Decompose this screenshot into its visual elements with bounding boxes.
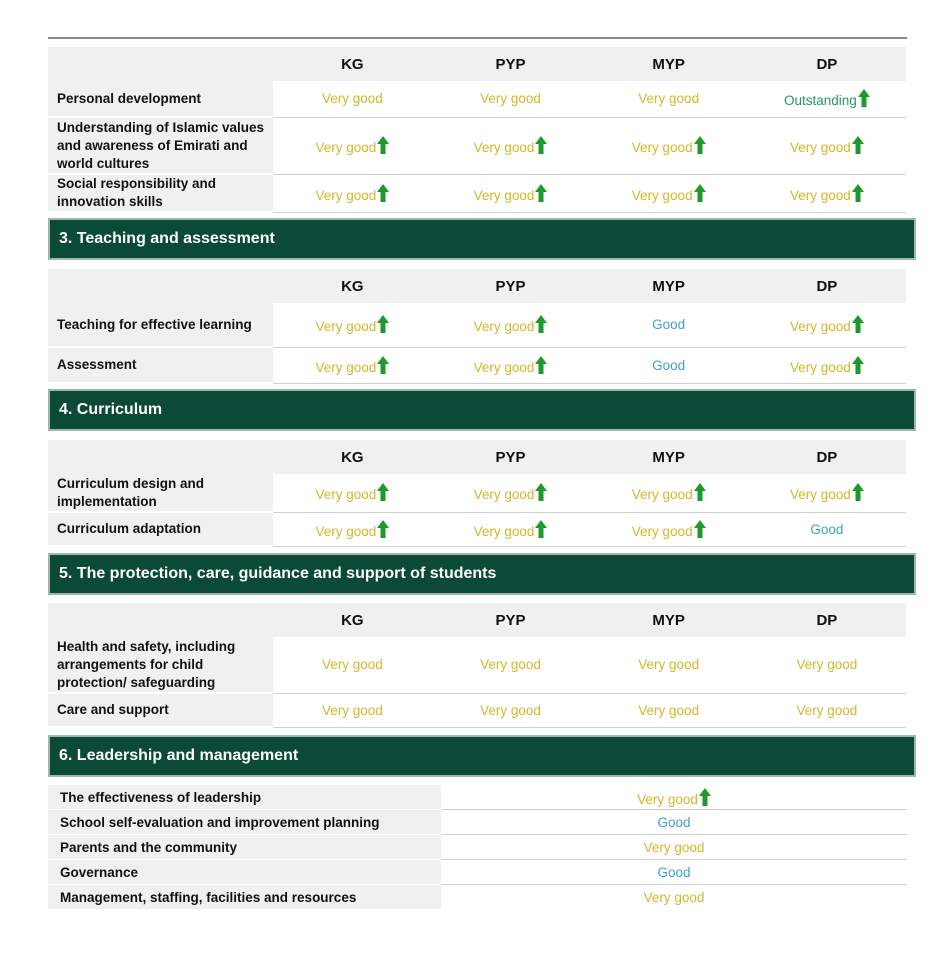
header-blank bbox=[48, 47, 273, 81]
col-header-kg: KG bbox=[273, 440, 431, 474]
col-header-pyp: PYP bbox=[431, 603, 589, 637]
rating-cell bbox=[590, 637, 748, 693]
section-banner-curriculum: 4. Curriculum bbox=[48, 389, 916, 431]
table-row bbox=[48, 512, 906, 546]
table-header-row bbox=[48, 603, 906, 637]
rating-cell bbox=[441, 810, 907, 835]
rating-cell bbox=[748, 474, 906, 512]
rating-cell bbox=[748, 174, 906, 212]
row-label: Curriculum adaptation bbox=[48, 512, 273, 546]
rating-cell bbox=[590, 117, 748, 174]
rating-text: Good bbox=[652, 357, 686, 373]
row-label: Curriculum design and implementation bbox=[48, 474, 273, 512]
rating-cell bbox=[748, 303, 906, 347]
table-row bbox=[48, 117, 906, 174]
up-arrow-icon bbox=[377, 520, 389, 538]
rating-cell bbox=[441, 860, 907, 885]
rating-cell bbox=[590, 512, 748, 546]
protection-table bbox=[48, 603, 906, 728]
up-arrow-icon bbox=[852, 356, 864, 374]
rating-text: Very good bbox=[315, 187, 377, 203]
table-header-row bbox=[48, 440, 906, 474]
leadership-table bbox=[48, 785, 907, 910]
up-arrow-icon bbox=[699, 788, 711, 806]
col-header-myp: MYP bbox=[590, 47, 748, 81]
up-arrow-icon bbox=[377, 483, 389, 501]
rating-text: Very good bbox=[315, 523, 377, 539]
rating-cell bbox=[441, 885, 907, 910]
up-arrow-icon bbox=[852, 315, 864, 333]
col-header-dp: DP bbox=[748, 440, 906, 474]
rating-text: Very good bbox=[321, 91, 383, 107]
rating-text: Very good bbox=[631, 523, 693, 539]
up-arrow-icon bbox=[852, 136, 864, 154]
up-arrow-icon bbox=[377, 356, 389, 374]
rating-cell bbox=[431, 117, 589, 174]
rating-text: Very good bbox=[631, 140, 693, 155]
col-header-myp: MYP bbox=[590, 440, 748, 474]
up-arrow-icon bbox=[852, 184, 864, 202]
teaching-table bbox=[48, 269, 906, 384]
up-arrow-icon bbox=[535, 136, 547, 154]
row-label: Personal development bbox=[48, 81, 273, 117]
personal-development-table bbox=[48, 47, 906, 213]
rating-cell bbox=[748, 512, 906, 546]
table-row bbox=[48, 81, 906, 117]
rating-text: Very good bbox=[637, 791, 698, 807]
table-header-row bbox=[48, 47, 906, 81]
rating-text: Very good bbox=[473, 359, 535, 375]
rating-text: Very good bbox=[315, 359, 377, 375]
up-arrow-icon bbox=[377, 184, 389, 202]
header-blank bbox=[48, 269, 273, 303]
rating-text: Very good bbox=[631, 487, 693, 503]
rating-text: Very good bbox=[473, 140, 535, 155]
table-row bbox=[48, 860, 907, 885]
up-arrow-icon bbox=[377, 315, 389, 333]
table-row bbox=[48, 174, 906, 212]
rating-cell bbox=[431, 512, 589, 546]
rating-text: Very good bbox=[638, 702, 700, 718]
rating-text: Very good bbox=[638, 91, 700, 107]
up-arrow-icon bbox=[535, 483, 547, 501]
rating-text: Very good bbox=[315, 319, 377, 335]
rating-text: Very good bbox=[638, 657, 700, 673]
rating-text: Very good bbox=[473, 319, 535, 335]
up-arrow-icon bbox=[377, 136, 389, 154]
rating-cell bbox=[273, 512, 431, 546]
rating-text: Very good bbox=[643, 889, 705, 905]
rating-cell bbox=[431, 174, 589, 212]
rating-text: Very good bbox=[473, 187, 535, 203]
table-row bbox=[48, 303, 906, 347]
row-label: The effectiveness of leadership bbox=[48, 785, 441, 810]
section-banner-teaching: 3. Teaching and assessment bbox=[48, 218, 916, 260]
up-arrow-icon bbox=[694, 136, 706, 154]
rating-cell bbox=[431, 693, 589, 727]
up-arrow-icon bbox=[694, 184, 706, 202]
up-arrow-icon bbox=[535, 184, 547, 202]
table-row bbox=[48, 347, 906, 383]
rating-cell bbox=[431, 81, 589, 117]
rating-cell bbox=[273, 174, 431, 212]
col-header-kg: KG bbox=[273, 603, 431, 637]
table-row bbox=[48, 885, 907, 910]
rating-cell bbox=[748, 117, 906, 174]
rating-cell bbox=[748, 637, 906, 693]
col-header-myp: MYP bbox=[590, 269, 748, 303]
rating-text: Good bbox=[657, 814, 691, 830]
table-row bbox=[48, 835, 907, 860]
col-header-dp: DP bbox=[748, 603, 906, 637]
rating-text: Very good bbox=[480, 657, 541, 673]
row-label: Parents and the community bbox=[48, 835, 441, 860]
rating-cell bbox=[431, 474, 589, 512]
up-arrow-icon bbox=[852, 483, 864, 501]
rating-text: Very good bbox=[789, 187, 851, 203]
rating-text: Good bbox=[810, 521, 844, 537]
up-arrow-icon bbox=[694, 483, 706, 501]
rating-text: Very good bbox=[643, 839, 705, 855]
section-banner-protection: 5. The protection, care, guidance and support of students bbox=[48, 553, 916, 595]
rating-text: Very good bbox=[473, 523, 535, 539]
rating-text: Very good bbox=[473, 487, 535, 503]
rating-cell bbox=[748, 347, 906, 383]
up-arrow-icon bbox=[535, 356, 547, 374]
col-header-kg: KG bbox=[273, 47, 431, 81]
rating-cell bbox=[273, 474, 431, 512]
up-arrow-icon bbox=[535, 520, 547, 538]
section-banner-leadership: 6. Leadership and management bbox=[48, 735, 916, 777]
table-header-row bbox=[48, 269, 906, 303]
up-arrow-icon bbox=[535, 315, 547, 333]
rating-cell bbox=[431, 303, 589, 347]
top-rule bbox=[48, 37, 907, 39]
rating-text: Very good bbox=[789, 359, 851, 375]
row-label: Social responsibility and innovation skills bbox=[48, 174, 273, 212]
col-header-pyp: PYP bbox=[431, 47, 589, 81]
rating-cell bbox=[590, 474, 748, 512]
rating-cell bbox=[590, 693, 748, 727]
rating-text: Very good bbox=[796, 657, 858, 673]
rating-text: Good bbox=[657, 864, 691, 880]
table-row bbox=[48, 785, 907, 810]
rating-text: Very good bbox=[315, 140, 377, 155]
rating-cell bbox=[590, 81, 748, 117]
rating-cell bbox=[431, 637, 589, 693]
row-label: Care and support bbox=[48, 693, 273, 727]
curriculum-table bbox=[48, 440, 906, 547]
rating-text: Very good bbox=[789, 140, 851, 155]
rating-cell bbox=[748, 81, 906, 117]
header-blank bbox=[48, 603, 273, 637]
row-label: School self-evaluation and improvement planning bbox=[48, 810, 441, 835]
col-header-pyp: PYP bbox=[431, 440, 589, 474]
rating-cell bbox=[748, 693, 906, 727]
rating-cell bbox=[431, 347, 589, 383]
rating-text: Very good bbox=[480, 91, 541, 107]
row-label: Governance bbox=[48, 860, 441, 885]
up-arrow-icon bbox=[858, 89, 870, 107]
table-row bbox=[48, 810, 907, 835]
rating-cell bbox=[273, 117, 431, 174]
row-label: Health and safety, including arrangements for child protection/ safeguarding bbox=[48, 637, 273, 693]
rating-cell bbox=[273, 303, 431, 347]
row-label: Understanding of Islamic values and awareness of Emirati and world cultures bbox=[48, 117, 273, 174]
rating-text: Outstanding bbox=[783, 93, 857, 109]
row-label: Assessment bbox=[48, 347, 273, 383]
rating-text: Very good bbox=[480, 702, 541, 718]
rating-cell bbox=[441, 785, 907, 810]
rating-cell bbox=[273, 81, 431, 117]
row-label: Management, staffing, facilities and resources bbox=[48, 885, 441, 910]
rating-cell bbox=[273, 637, 431, 693]
row-label: Teaching for effective learning bbox=[48, 303, 273, 347]
rating-cell bbox=[441, 835, 907, 860]
table-row bbox=[48, 637, 906, 693]
rating-text: Very good bbox=[789, 319, 851, 335]
col-header-dp: DP bbox=[748, 47, 906, 81]
header-blank bbox=[48, 440, 273, 474]
rating-cell bbox=[590, 347, 748, 383]
table-row bbox=[48, 474, 906, 512]
col-header-dp: DP bbox=[748, 269, 906, 303]
rating-text: Very good bbox=[315, 487, 377, 503]
rating-text: Good bbox=[652, 317, 686, 333]
rating-cell bbox=[273, 347, 431, 383]
col-header-kg: KG bbox=[273, 269, 431, 303]
rating-cell bbox=[590, 303, 748, 347]
rating-text: Very good bbox=[321, 657, 383, 673]
rating-text: Very good bbox=[321, 702, 383, 718]
rating-cell bbox=[273, 693, 431, 727]
up-arrow-icon bbox=[694, 520, 706, 538]
rating-text: Very good bbox=[796, 702, 858, 718]
col-header-pyp: PYP bbox=[431, 269, 589, 303]
col-header-myp: MYP bbox=[590, 603, 748, 637]
rating-text: Very good bbox=[631, 187, 693, 203]
rating-cell bbox=[590, 174, 748, 212]
rating-text: Very good bbox=[789, 487, 851, 503]
table-row bbox=[48, 693, 906, 727]
